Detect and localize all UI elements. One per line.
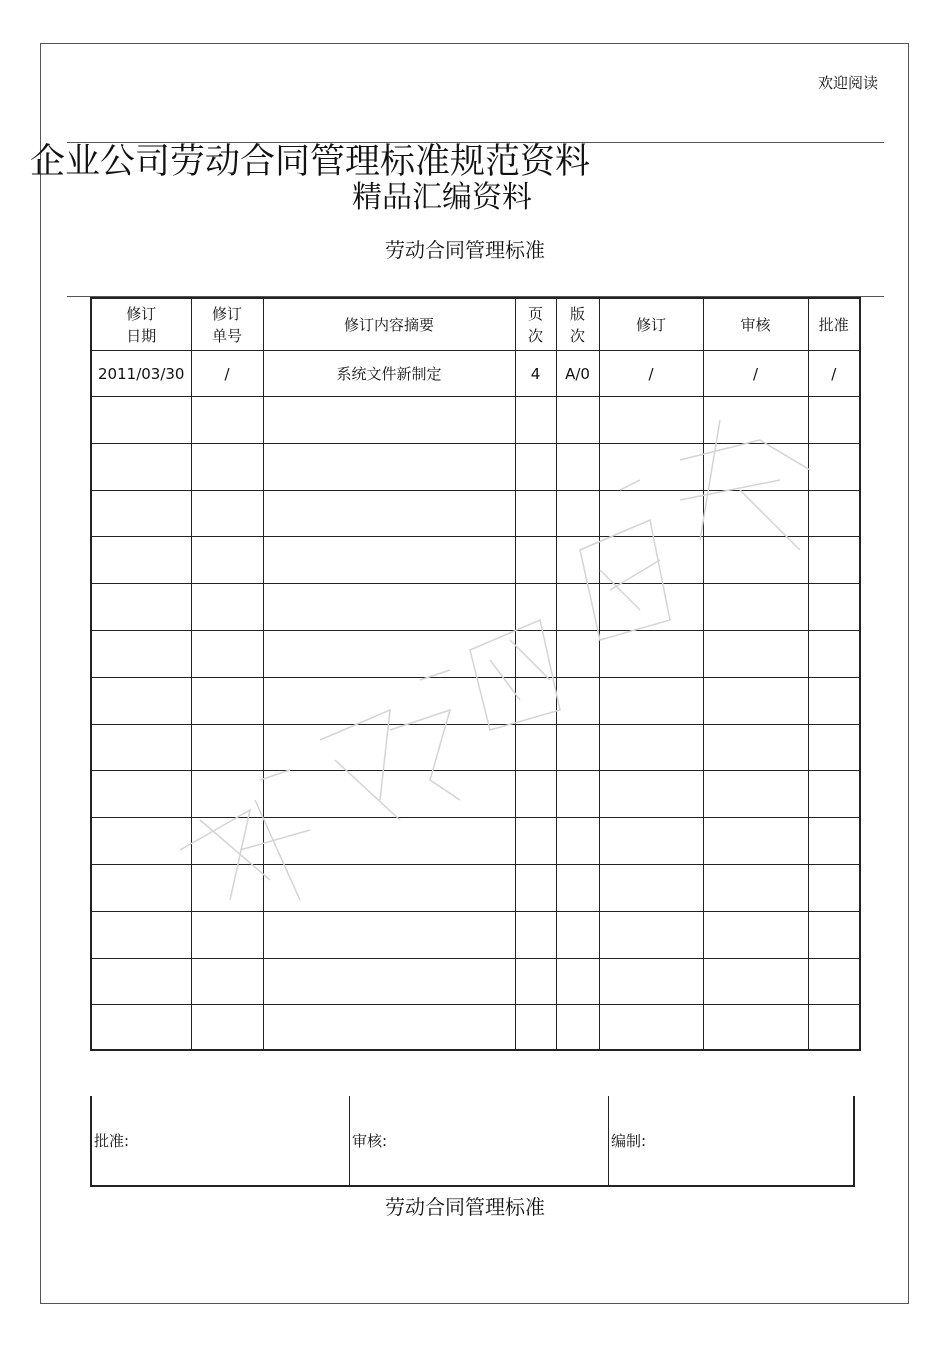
table-cell bbox=[808, 864, 860, 911]
table-cell bbox=[556, 397, 599, 444]
table-row bbox=[91, 490, 860, 537]
table-cell bbox=[91, 771, 191, 818]
table-cell bbox=[263, 490, 515, 537]
table-cell bbox=[808, 490, 860, 537]
header-cell: 修订内容摘要 bbox=[263, 298, 515, 351]
table-cell bbox=[703, 911, 808, 958]
table-cell bbox=[556, 818, 599, 865]
table-cell bbox=[703, 584, 808, 631]
table-cell bbox=[556, 771, 599, 818]
table-cell bbox=[599, 958, 703, 1005]
main-subtitle: 精品汇编资料 bbox=[352, 180, 532, 215]
table-cell bbox=[703, 537, 808, 584]
table-cell bbox=[808, 443, 860, 490]
table-cell bbox=[91, 537, 191, 584]
table-cell: 2011/03/30 bbox=[91, 351, 191, 397]
table-cell bbox=[191, 397, 263, 444]
table-cell bbox=[191, 537, 263, 584]
table-cell bbox=[263, 397, 515, 444]
review-label: 审核: bbox=[352, 1132, 388, 1150]
table-cell bbox=[808, 537, 860, 584]
table-cell bbox=[599, 1005, 703, 1051]
table-cell bbox=[599, 818, 703, 865]
table-cell bbox=[191, 1005, 263, 1051]
table-cell bbox=[556, 1005, 599, 1051]
table-cell bbox=[703, 490, 808, 537]
table-cell bbox=[263, 1005, 515, 1051]
table-cell bbox=[263, 771, 515, 818]
table-cell bbox=[91, 958, 191, 1005]
table-cell: A/0 bbox=[556, 351, 599, 397]
table-cell bbox=[703, 1005, 808, 1051]
table-cell bbox=[263, 911, 515, 958]
table-row bbox=[91, 584, 860, 631]
table-cell bbox=[599, 490, 703, 537]
table-cell bbox=[599, 677, 703, 724]
table-cell bbox=[808, 771, 860, 818]
table-cell bbox=[703, 677, 808, 724]
table-cell bbox=[515, 443, 556, 490]
table-cell bbox=[515, 490, 556, 537]
table-cell: / bbox=[703, 351, 808, 397]
table-cell bbox=[808, 818, 860, 865]
table-row bbox=[91, 630, 860, 677]
table-row bbox=[91, 537, 860, 584]
table-cell bbox=[703, 630, 808, 677]
table-row bbox=[91, 677, 860, 724]
table-cell: / bbox=[808, 351, 860, 397]
table-cell bbox=[91, 724, 191, 771]
table-header-row bbox=[91, 298, 860, 351]
table-cell: 4 bbox=[515, 351, 556, 397]
main-title: 企业公司劳动合同管理标准规范资料 bbox=[30, 142, 591, 182]
table-cell bbox=[91, 397, 191, 444]
table-cell bbox=[808, 724, 860, 771]
table-cell bbox=[556, 911, 599, 958]
table-cell bbox=[263, 443, 515, 490]
header-cell: 修订 日期 bbox=[91, 298, 191, 351]
table-cell bbox=[191, 490, 263, 537]
table-cell bbox=[515, 677, 556, 724]
table-row bbox=[91, 351, 860, 397]
table-cell bbox=[263, 630, 515, 677]
table-cell bbox=[515, 911, 556, 958]
revision-table bbox=[90, 297, 861, 1051]
table-cell bbox=[263, 864, 515, 911]
table-cell bbox=[191, 958, 263, 1005]
header-cell: 页 次 bbox=[515, 298, 556, 351]
header-cell: 审核 bbox=[703, 298, 808, 351]
table-cell bbox=[515, 584, 556, 631]
table-row bbox=[91, 911, 860, 958]
table-cell bbox=[808, 1005, 860, 1051]
table-cell bbox=[515, 958, 556, 1005]
table-cell bbox=[515, 1005, 556, 1051]
table-cell bbox=[556, 537, 599, 584]
table-row bbox=[91, 864, 860, 911]
table-cell bbox=[703, 397, 808, 444]
table-cell bbox=[808, 911, 860, 958]
table-cell bbox=[515, 630, 556, 677]
table-cell bbox=[703, 771, 808, 818]
table-cell bbox=[556, 724, 599, 771]
table-cell: 系统文件新制定 bbox=[263, 351, 515, 397]
approve-label: 批准: bbox=[94, 1132, 130, 1150]
table-cell bbox=[703, 864, 808, 911]
signature-box bbox=[90, 1096, 855, 1187]
header-note: 欢迎阅读 bbox=[817, 74, 878, 92]
approve-cell bbox=[92, 1096, 350, 1185]
header-cell: 版 次 bbox=[556, 298, 599, 351]
table-cell bbox=[703, 724, 808, 771]
table-cell bbox=[515, 818, 556, 865]
table-cell bbox=[808, 958, 860, 1005]
table-cell bbox=[808, 584, 860, 631]
prepare-label: 编制: bbox=[611, 1132, 647, 1150]
table-row bbox=[91, 443, 860, 490]
table-cell bbox=[263, 958, 515, 1005]
table-cell bbox=[515, 537, 556, 584]
table-cell bbox=[703, 443, 808, 490]
table-cell bbox=[91, 584, 191, 631]
table-cell bbox=[599, 630, 703, 677]
table-cell bbox=[91, 911, 191, 958]
table-cell bbox=[808, 677, 860, 724]
table-cell bbox=[91, 818, 191, 865]
table-cell bbox=[599, 584, 703, 631]
table-cell bbox=[599, 724, 703, 771]
table-cell bbox=[191, 818, 263, 865]
table-cell bbox=[191, 677, 263, 724]
table-cell bbox=[91, 490, 191, 537]
table-cell bbox=[515, 771, 556, 818]
table-cell bbox=[263, 584, 515, 631]
table-cell bbox=[191, 864, 263, 911]
table-cell bbox=[91, 677, 191, 724]
table-cell bbox=[556, 630, 599, 677]
table-cell bbox=[191, 630, 263, 677]
table-row bbox=[91, 958, 860, 1005]
table-cell: / bbox=[599, 351, 703, 397]
table-cell bbox=[263, 818, 515, 865]
table-cell bbox=[599, 443, 703, 490]
doc-title-top: 劳动合同管理标准 bbox=[385, 238, 545, 262]
table-cell bbox=[599, 397, 703, 444]
table-cell bbox=[808, 630, 860, 677]
table-row bbox=[91, 771, 860, 818]
table-row bbox=[91, 818, 860, 865]
table-cell bbox=[91, 1005, 191, 1051]
table-cell bbox=[515, 864, 556, 911]
table-row bbox=[91, 724, 860, 771]
table-cell bbox=[556, 958, 599, 1005]
table-cell bbox=[703, 818, 808, 865]
table-cell bbox=[599, 911, 703, 958]
table-cell bbox=[191, 443, 263, 490]
table-cell bbox=[599, 771, 703, 818]
header-cell: 修订 单号 bbox=[191, 298, 263, 351]
table-row bbox=[91, 1005, 860, 1051]
table-cell bbox=[263, 677, 515, 724]
table-cell bbox=[556, 443, 599, 490]
table-cell bbox=[515, 724, 556, 771]
table-cell bbox=[599, 537, 703, 584]
table-cell bbox=[556, 864, 599, 911]
table-cell bbox=[556, 490, 599, 537]
table-cell bbox=[191, 911, 263, 958]
table-cell bbox=[263, 724, 515, 771]
header-cell: 修订 bbox=[599, 298, 703, 351]
prepare-cell bbox=[609, 1096, 853, 1185]
blank-rows bbox=[91, 397, 860, 1051]
header-cell: 批准 bbox=[808, 298, 860, 351]
table-cell bbox=[263, 537, 515, 584]
table-cell bbox=[91, 443, 191, 490]
table-cell bbox=[191, 771, 263, 818]
table-row bbox=[91, 397, 860, 444]
table-cell bbox=[191, 584, 263, 631]
table-cell bbox=[191, 724, 263, 771]
table-cell bbox=[703, 958, 808, 1005]
table-cell bbox=[91, 630, 191, 677]
table-cell bbox=[515, 397, 556, 444]
table-cell bbox=[808, 397, 860, 444]
doc-title-bottom: 劳动合同管理标准 bbox=[385, 1195, 545, 1219]
table-cell bbox=[556, 584, 599, 631]
table-cell bbox=[599, 864, 703, 911]
review-cell bbox=[350, 1096, 609, 1185]
table-cell: / bbox=[191, 351, 263, 397]
table-cell bbox=[556, 677, 599, 724]
table-cell bbox=[91, 864, 191, 911]
